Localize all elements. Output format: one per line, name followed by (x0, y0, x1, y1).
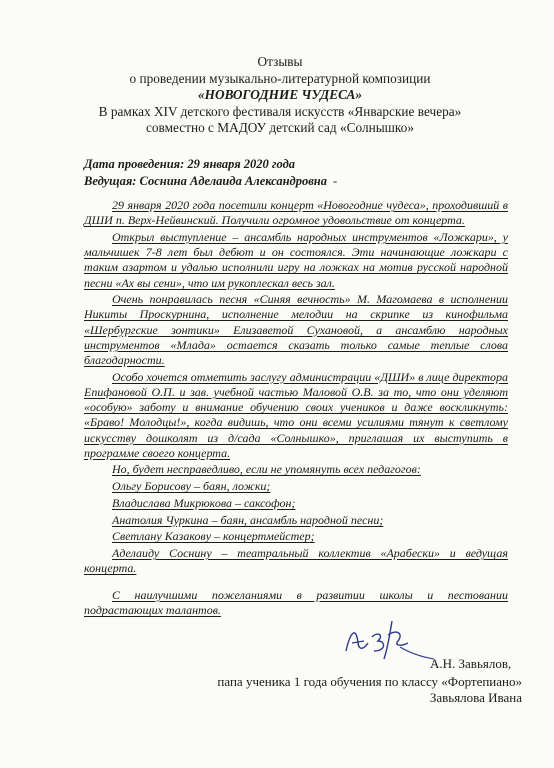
paragraph-4-text: Особо хочется отметить заслугу администрации «ДШИ» в лице директора Епифановой О.П. и зав. учебной частью Маловой О.В. за то, что они уделяют «особую» заботу и внимание обучению своих учеников и даже воскликнуть: «Браво! Молодцы!», когда видишь, что они всеми усилиями тянут к светлому искусству дошколят из д/сада «Солнышко», приглашая их выступить в программе своего концерта. (84, 369, 508, 460)
document-header (60, 54, 500, 137)
signer-name: А.Н. Завьялов, (430, 656, 512, 671)
paragraph-3 (84, 292, 508, 368)
teacher-3-text: Анатолия Чуркина – баян, ансамбль народной песни; (112, 512, 384, 527)
host-suffix: - (333, 174, 338, 188)
teacher-1 (84, 479, 508, 494)
teacher-4 (84, 529, 508, 544)
header-line-2: о проведении музыкально-литературной композиции (129, 70, 431, 86)
teacher-5 (84, 546, 508, 576)
paragraph-1-text: 29 января 2020 года посетили концерт «Новогодние чудеса», проходивший в ДШИ п. Верх-Нейвинский. Получили огромное удовольствие от концерта. (84, 198, 508, 228)
teacher-2-text: Владислава Микрюкова – саксофон; (112, 495, 296, 510)
teacher-1-text: Ольгу Борисову – баян, ложки; (112, 479, 271, 494)
header-line-5: совместно с МАДОУ детский сад «Солнышко» (146, 120, 414, 135)
paragraph-gap (84, 578, 508, 588)
student-name: Завьялова Ивана (429, 690, 522, 705)
document-title: Отзывы (257, 54, 303, 69)
event-title: «НОВОГОДНИЕ ЧУДЕСА» (197, 87, 363, 102)
paragraph-2-text: Открыл выступление – ансамбль народных инструментов «Ложкари», у мальчишек 7-8 лет был дебют и он состоялся. Эти начинающие ложкари с таким азартом и удалью исполнили игру на ложках на мотив русской народной песни «Ах вы сени», что им рукоплескал весь зал. (84, 229, 508, 290)
event-host: Ведущая: Соснина Аделаида Александровна (84, 174, 327, 188)
signer-role: папа ученика 1 года обучения по классу «Фортепиано» (217, 674, 522, 689)
teacher-4-text: Светлану Казакову – концертмейстер; (112, 529, 315, 544)
paragraph-4 (84, 370, 508, 461)
header-line-4: В рамках XIV детского фестиваля искусств «Январские вечера» (98, 103, 462, 119)
teacher-3 (84, 513, 508, 528)
paragraph-3-text: Очень понравилась песня «Синяя вечность» М. Магомаева в исполнении Никиты Проскурнина, исполнение мелодии на скрипке из кинофильма «Шербургские зонтики» Елизаветой Сухановой, а ансамблю народных инструментов «Млада» остается сказать только самые теплые слова благодарности. (84, 292, 508, 368)
paragraph-1 (84, 198, 508, 228)
paragraph-5-text: Но, будет несправедливо, если не упомянуть всех педагогов: (112, 462, 421, 477)
event-meta (84, 156, 337, 190)
paragraph-2 (84, 230, 508, 291)
signer-description (190, 674, 522, 706)
teacher-5-text: Аделаиду Соснину – театральный коллектив «Арабески» и ведущая концерта. (84, 545, 508, 576)
paragraph-5 (84, 462, 508, 477)
closing-wishes-text: С наилучшими пожеланиями в развитии школы и пестовании подрастающих талантов. (84, 587, 508, 618)
teacher-2 (84, 496, 508, 511)
event-date: Дата проведения: 29 января 2020 года (84, 157, 296, 171)
review-body (84, 198, 508, 620)
event-host-line (84, 173, 337, 190)
